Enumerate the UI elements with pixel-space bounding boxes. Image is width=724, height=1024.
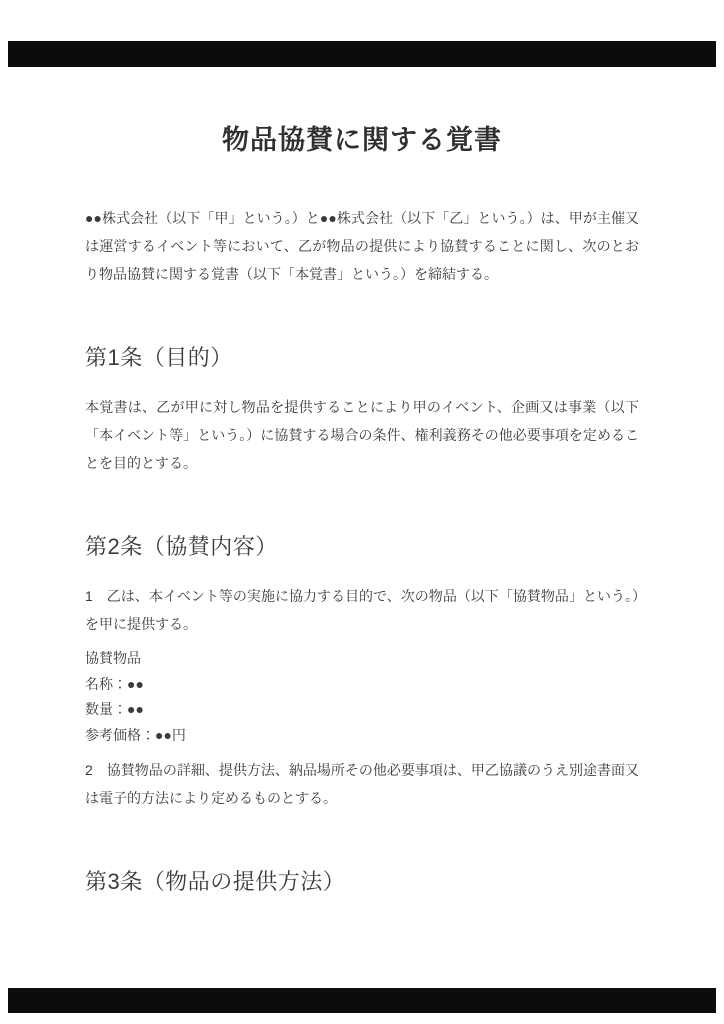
top-edge-bar — [8, 41, 716, 67]
article-2-clause-1: 1 乙は、本イベント等の実施に協力する目的で、次の物品（以下「協賛物品」という。）を甲に提供する。 — [85, 588, 639, 632]
article-1-body: 本覚書は、乙が甲に対し物品を提供することにより甲のイベント、企画又は事業（以下「本イベント等」という。）に協賛する場合の条件、権利義務その他必要事項を定めることを目的とする。 — [85, 399, 639, 471]
intro-paragraph: ●●株式会社（以下「甲」という。）と●●株式会社（以下「乙」という。）は、甲が主催又は運営するイベント等において、乙が物品の提供により協賛することに関し、次のとおり物品協賛に関する覚書（以下「本覚書」という。）を締結する。 — [85, 210, 639, 282]
document-title: 物品協賛に関する覚書 — [222, 125, 502, 155]
goods-quantity-line: 数量：●● — [85, 701, 144, 717]
sponsored-goods-list — [85, 646, 639, 748]
goods-price-line: 参考価格：●●円 — [85, 726, 186, 743]
article-2-clause-2: 2 協賛物品の詳細、提供方法、納品場所その他必要事項は、甲乙協議のうえ別途書面又は電子的方法により定めるものとする。 — [85, 762, 639, 806]
article-1-heading: 第1条（目的） — [85, 345, 233, 370]
article-2-heading: 第2条（協賛内容） — [85, 534, 278, 559]
bottom-edge-bar — [8, 988, 716, 1013]
goods-name-line: 名称：●● — [85, 675, 144, 692]
goods-list-title: 協賛物品 — [85, 650, 141, 666]
article-3-heading: 第3条（物品の提供方法） — [85, 869, 346, 894]
